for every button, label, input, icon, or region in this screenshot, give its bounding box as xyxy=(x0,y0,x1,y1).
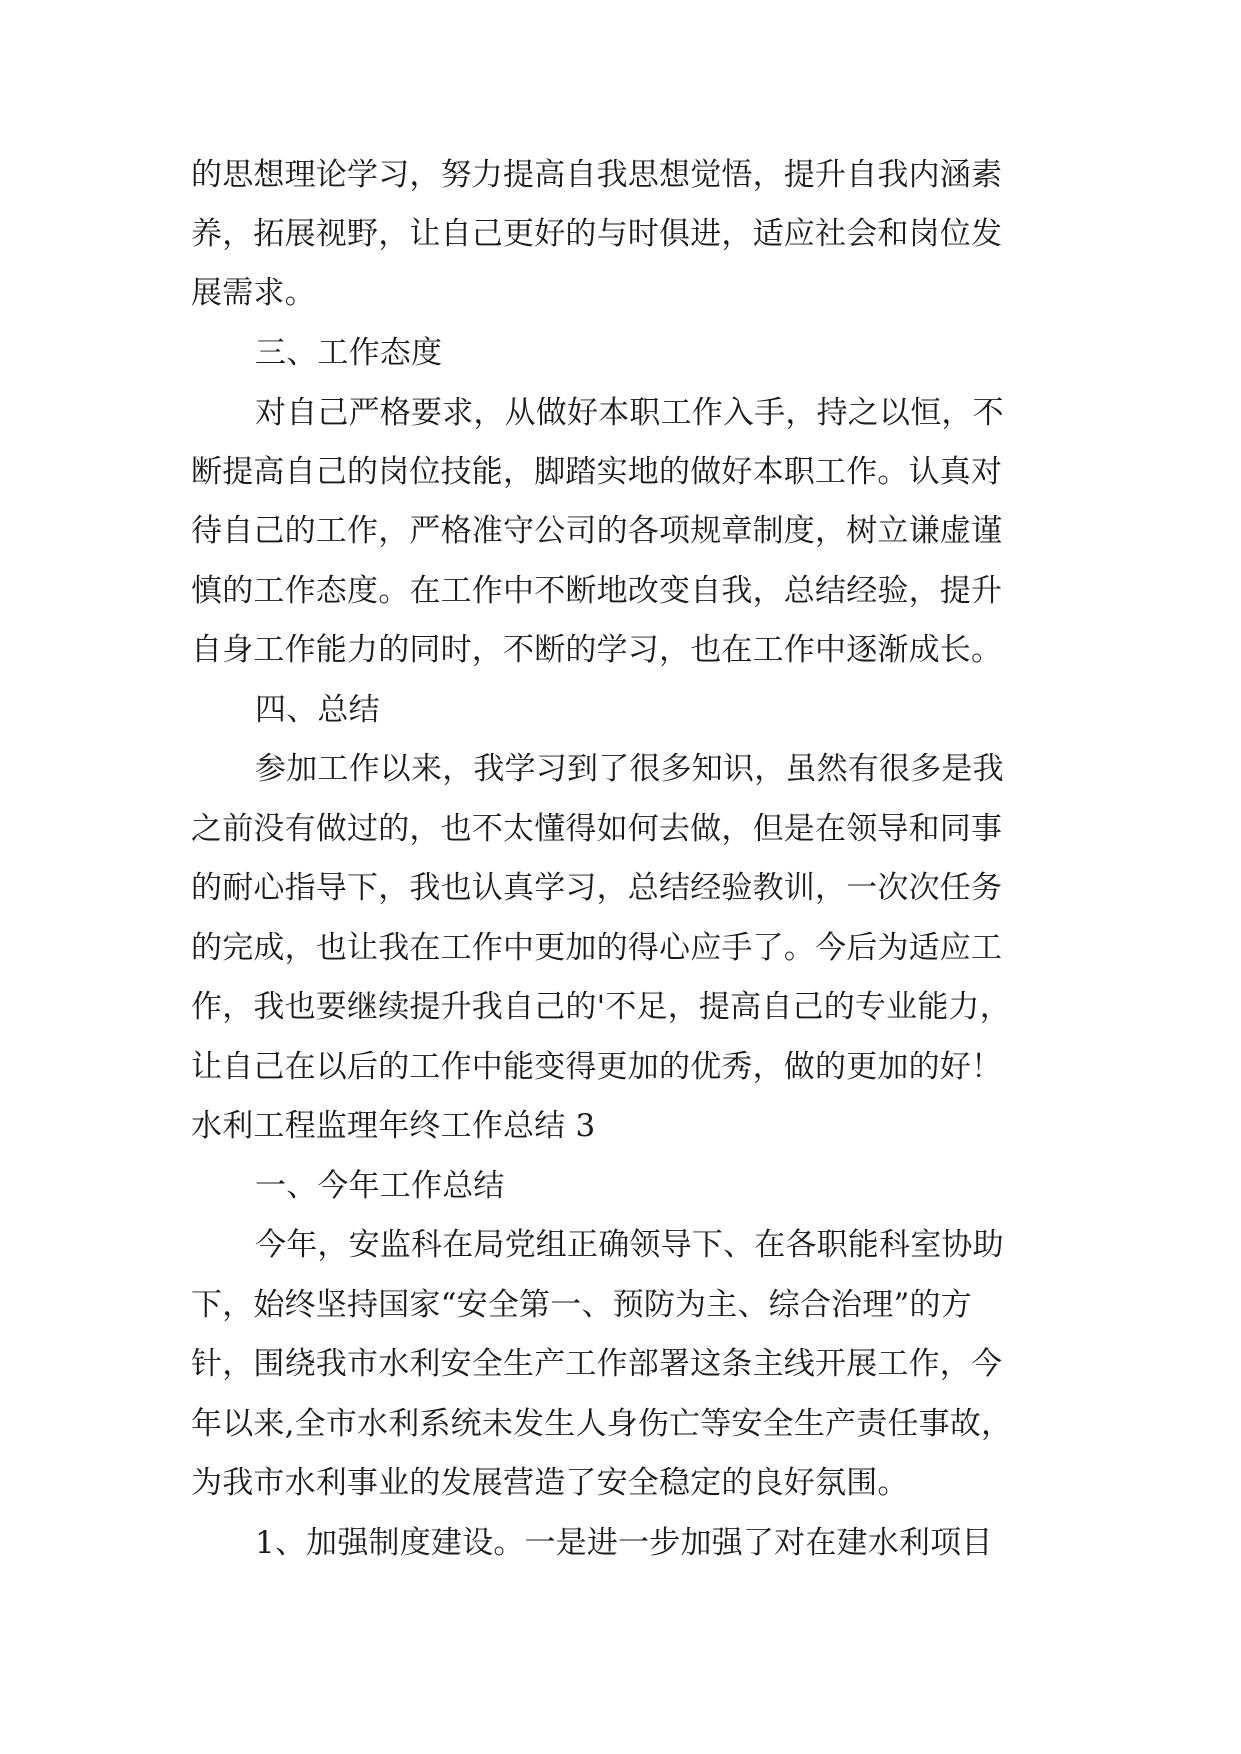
text-line: 今年，安监科在局党组正确领导下、在各职能科室协助 xyxy=(255,1227,1004,1263)
text-line: 对自己严格要求，从做好本职工作入手，持之以恒，不 xyxy=(255,395,1004,431)
section-heading: 一、今年工作总结 xyxy=(255,1168,505,1204)
text-line: 养，拓展视野，让自己更好的与时俱进，适应社会和岗位发 xyxy=(191,216,1003,252)
text-line: 展需求。 xyxy=(191,275,316,311)
text-line: 作，我也要继续提升我自己的'不足，提高自己的专业能力， xyxy=(191,989,1011,1025)
text-line: 断提高自己的岗位技能，脚踏实地的做好本职工作。认真对 xyxy=(191,454,1003,490)
text-line: 慎的工作态度。在工作中不断地改变自我，总结经验，提升 xyxy=(191,573,1003,609)
text-line: 1、加强制度建设。一是进一步加强了对在建水利项目 xyxy=(255,1525,993,1561)
section-heading: 四、总结 xyxy=(255,692,380,728)
text-line: 参加工作以来，我学习到了很多知识，虽然有很多是我 xyxy=(255,751,1004,787)
text-line: 年以来,全市水利系统未发生人身伤亡等安全生产责任事故， xyxy=(191,1406,1013,1442)
section-heading: 三、工作态度 xyxy=(255,335,443,371)
text-line: 之前没有做过的，也不太懂得如何去做，但是在领导和同事 xyxy=(191,811,1003,847)
text-line: 自身工作能力的同时，不断的学习，也在工作中逐渐成长。 xyxy=(191,632,1003,668)
text-line: 为我市水利事业的发展营造了安全稳定的良好氛围。 xyxy=(191,1465,909,1501)
text-line: 针，围绕我市水利安全生产工作部署这条主线开展工作，今 xyxy=(191,1346,1003,1382)
text-line: 待自己的工作，严格准守公司的各项规章制度，树立谦虚谨 xyxy=(191,513,1003,549)
text-line: 的思想理论学习，努力提高自我思想觉悟，提升自我内涵素 xyxy=(191,157,1003,193)
text-line: 让自己在以后的工作中能变得更加的优秀，做的更加的好！ xyxy=(191,1049,1003,1085)
text-line: 的耐心指导下，我也认真学习，总结经验教训，一次次任务 xyxy=(191,870,1003,906)
text-line: 下，始终坚持国家“安全第一、预防为主、综合治理”的方 xyxy=(191,1287,972,1323)
text-line: 的完成，也让我在工作中更加的得心应手了。今后为适应工 xyxy=(191,930,1003,966)
document-title: 水利工程监理年终工作总结 3 xyxy=(191,1108,596,1144)
